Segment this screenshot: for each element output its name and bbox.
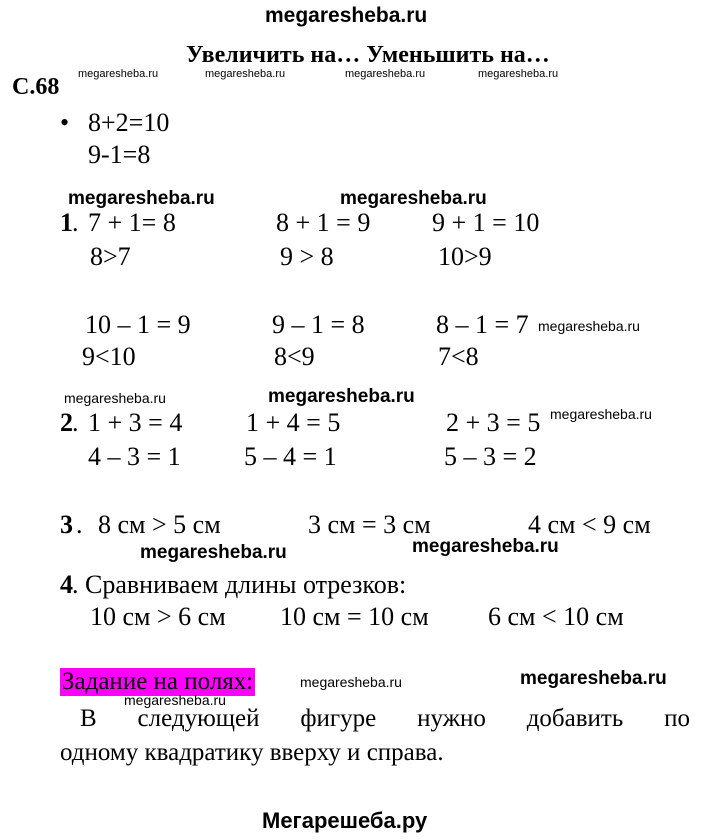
watermark-medium: megaresheba.ru <box>64 390 166 406</box>
equation: 9 + 1 = 10 <box>432 208 540 237</box>
watermark-large: megaresheba.ru <box>68 188 215 209</box>
margin-task-text-line2: одному квадратику вверху и справа. <box>60 739 444 766</box>
equation: 5 – 3 = 2 <box>444 442 537 471</box>
task-number: 2 <box>60 408 73 437</box>
margin-task-label: Задание на полях: <box>62 668 254 695</box>
watermark-large: megaresheba.ru <box>268 386 415 407</box>
task-number: 1 <box>60 208 73 237</box>
equation: 4 – 3 = 1 <box>88 442 181 471</box>
watermark-large: megaresheba.ru <box>340 188 487 209</box>
measurement-comparison: 8 см > 5 см <box>98 510 221 539</box>
task-number: 4 <box>60 570 73 599</box>
intro-line: 9-1=8 <box>88 140 151 169</box>
page-number-label: С.68 <box>12 74 60 100</box>
footer-watermark: Мегарешеба.ру <box>262 808 428 833</box>
comparison: 9<10 <box>82 342 136 371</box>
task-heading: . Сравниваем длины отрезков: <box>72 570 407 599</box>
comparison: 8>7 <box>90 242 131 271</box>
watermark-medium: megaresheba.ru <box>300 674 402 690</box>
equation: 8 + 1 = 9 <box>276 208 371 237</box>
comparison: 8<9 <box>274 342 315 371</box>
watermark-small: megaresheba.ru <box>78 68 159 80</box>
intro-line: 8+2=10 <box>88 108 170 137</box>
watermark-small: megaresheba.ru <box>345 68 426 80</box>
watermark-small: megaresheba.ru <box>205 68 286 80</box>
measurement-comparison: 3 см = 3 см <box>308 510 431 539</box>
watermark-large: megaresheba.ru <box>412 536 559 557</box>
page-title: Увеличить на… Уменьшить на… <box>186 42 550 68</box>
equation: 1 + 4 = 5 <box>246 408 341 437</box>
comparison: 9 > 8 <box>280 242 334 271</box>
watermark-medium: megaresheba.ru <box>550 406 652 422</box>
watermark-small: megaresheba.ru <box>478 68 559 80</box>
equation: 1 + 3 = 4 <box>88 408 183 437</box>
header-watermark: megaresheba.ru <box>265 4 428 27</box>
bullet: • <box>60 108 70 137</box>
equation: 10 – 1 = 9 <box>85 310 191 339</box>
equation: 9 – 1 = 8 <box>272 310 365 339</box>
measurement-comparison: 10 см > 6 см <box>90 602 226 631</box>
measurement-comparison: 10 см = 10 см <box>280 602 429 631</box>
equation: 7 + 1= 8 <box>88 208 176 237</box>
watermark-large: megaresheba.ru <box>140 542 287 563</box>
watermark-medium: megaresheba.ru <box>538 318 640 334</box>
task-number: 3 <box>60 510 73 539</box>
equation: 8 – 1 = 7 <box>436 310 529 339</box>
watermark-medium: megaresheba.ru <box>124 692 226 708</box>
equation: 5 – 4 = 1 <box>244 442 337 471</box>
watermark-large: megaresheba.ru <box>520 668 667 689</box>
comparison: 10>9 <box>438 242 492 271</box>
equation: 2 + 3 = 5 <box>446 408 541 437</box>
measurement-comparison: 4 см < 9 см <box>528 510 651 539</box>
margin-task-text-line1: В следующей фигуре нужно добавить по <box>80 705 690 732</box>
measurement-comparison: 6 см < 10 см <box>488 602 624 631</box>
comparison: 7<8 <box>438 342 479 371</box>
